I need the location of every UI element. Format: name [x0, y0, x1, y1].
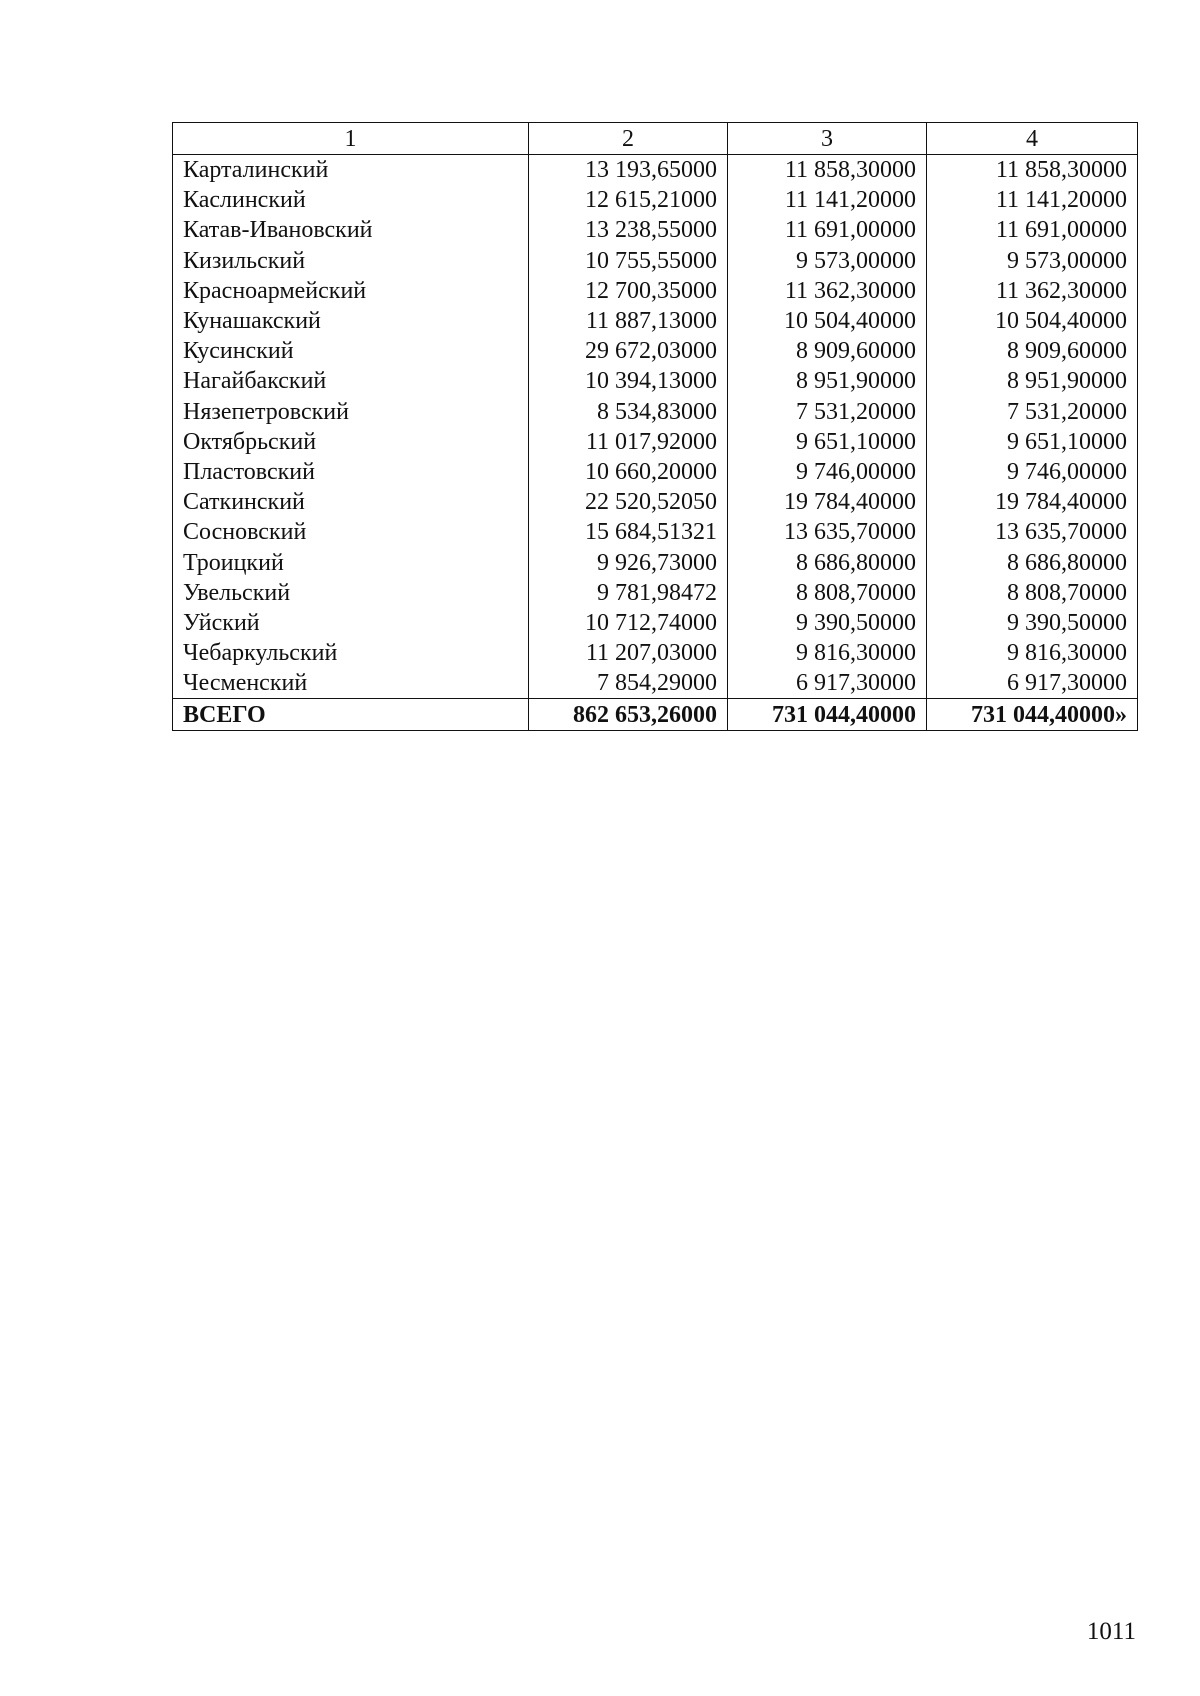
- value-col2: 13 238,55000: [529, 215, 728, 245]
- total-value-col3: 731 044,40000: [728, 699, 927, 731]
- value-col3: 11 362,30000: [728, 276, 927, 306]
- table-row: [173, 246, 1138, 276]
- column-header-1: 1: [173, 123, 529, 155]
- value-col2: 7 854,29000: [529, 668, 728, 699]
- value-col2: 13 193,65000: [529, 155, 728, 186]
- table-row: [173, 457, 1138, 487]
- value-col2: 10 755,55000: [529, 246, 728, 276]
- value-col2: 15 684,51321: [529, 517, 728, 547]
- table-row: [173, 547, 1138, 577]
- table-row: [173, 215, 1138, 245]
- value-col2: 10 712,74000: [529, 608, 728, 638]
- total-value-col2: 862 653,26000: [529, 699, 728, 731]
- table-row: [173, 608, 1138, 638]
- district-name: Кунашакский: [173, 306, 529, 336]
- table-row: [173, 427, 1138, 457]
- value-col3: 19 784,40000: [728, 487, 927, 517]
- district-name: Пластовский: [173, 457, 529, 487]
- value-col3: 6 917,30000: [728, 668, 927, 699]
- value-col4: 9 816,30000: [927, 638, 1138, 668]
- value-col2: 29 672,03000: [529, 336, 728, 366]
- value-col4: 10 504,40000: [927, 306, 1138, 336]
- total-label: ВСЕГО: [173, 699, 529, 731]
- column-header-2: 2: [529, 123, 728, 155]
- column-header-3: 3: [728, 123, 927, 155]
- value-col2: 10 394,13000: [529, 366, 728, 396]
- value-col2: 11 017,92000: [529, 427, 728, 457]
- district-name: Октябрьский: [173, 427, 529, 457]
- header-row: [173, 123, 1138, 155]
- table-row: [173, 517, 1138, 547]
- value-col2: 11 887,13000: [529, 306, 728, 336]
- value-col4: 11 141,20000: [927, 185, 1138, 215]
- value-col4: 9 573,00000: [927, 246, 1138, 276]
- column-header-4: 4: [927, 123, 1138, 155]
- value-col3: 9 746,00000: [728, 457, 927, 487]
- value-col4: 11 858,30000: [927, 155, 1138, 186]
- table-row: [173, 155, 1138, 186]
- value-col4: 9 746,00000: [927, 457, 1138, 487]
- district-name: Чесменский: [173, 668, 529, 699]
- district-name: Нагайбакский: [173, 366, 529, 396]
- value-col3: 13 635,70000: [728, 517, 927, 547]
- value-col3: 9 651,10000: [728, 427, 927, 457]
- table-footer: [173, 699, 1138, 731]
- table-row: [173, 276, 1138, 306]
- value-col4: 11 362,30000: [927, 276, 1138, 306]
- value-col3: 8 686,80000: [728, 547, 927, 577]
- value-col4: 7 531,20000: [927, 397, 1138, 427]
- value-col3: 11 858,30000: [728, 155, 927, 186]
- value-col3: 8 909,60000: [728, 336, 927, 366]
- value-col2: 22 520,52050: [529, 487, 728, 517]
- value-col4: 8 909,60000: [927, 336, 1138, 366]
- total-row: [173, 699, 1138, 731]
- table-row: [173, 487, 1138, 517]
- value-col2: 9 926,73000: [529, 547, 728, 577]
- table-row: [173, 638, 1138, 668]
- value-col3: 9 573,00000: [728, 246, 927, 276]
- district-name: Катав-Ивановский: [173, 215, 529, 245]
- table-row: [173, 336, 1138, 366]
- table-row: [173, 668, 1138, 699]
- district-name: Троицкий: [173, 547, 529, 577]
- value-col4: 9 390,50000: [927, 608, 1138, 638]
- value-col3: 11 691,00000: [728, 215, 927, 245]
- value-col3: 9 390,50000: [728, 608, 927, 638]
- value-col4: 9 651,10000: [927, 427, 1138, 457]
- district-name: Чебаркульский: [173, 638, 529, 668]
- district-name: Кусинский: [173, 336, 529, 366]
- budget-table: [172, 122, 1138, 731]
- district-name: Уйский: [173, 608, 529, 638]
- district-name: Кизильский: [173, 246, 529, 276]
- value-col3: 11 141,20000: [728, 185, 927, 215]
- district-name: Увельский: [173, 578, 529, 608]
- district-name: Сосновский: [173, 517, 529, 547]
- district-name: Каслинский: [173, 185, 529, 215]
- value-col4: 6 917,30000: [927, 668, 1138, 699]
- table-row: [173, 578, 1138, 608]
- page-number: 1011: [1086, 1618, 1136, 1645]
- value-col4: 8 686,80000: [927, 547, 1138, 577]
- value-col3: 8 951,90000: [728, 366, 927, 396]
- table-row: [173, 397, 1138, 427]
- value-col2: 12 700,35000: [529, 276, 728, 306]
- value-col3: 10 504,40000: [728, 306, 927, 336]
- value-col4: 8 951,90000: [927, 366, 1138, 396]
- district-name: Саткинский: [173, 487, 529, 517]
- district-name: Красноармейский: [173, 276, 529, 306]
- table-row: [173, 306, 1138, 336]
- total-value-col4: 731 044,40000»: [927, 699, 1138, 731]
- value-col2: 9 781,98472: [529, 578, 728, 608]
- value-col4: 11 691,00000: [927, 215, 1138, 245]
- value-col3: 9 816,30000: [728, 638, 927, 668]
- value-col2: 11 207,03000: [529, 638, 728, 668]
- table-header: [173, 123, 1138, 155]
- value-col2: 12 615,21000: [529, 185, 728, 215]
- value-col4: 13 635,70000: [927, 517, 1138, 547]
- table-row: [173, 185, 1138, 215]
- table-row: [173, 366, 1138, 396]
- value-col3: 8 808,70000: [728, 578, 927, 608]
- value-col4: 19 784,40000: [927, 487, 1138, 517]
- district-name: Нязепетровский: [173, 397, 529, 427]
- value-col2: 10 660,20000: [529, 457, 728, 487]
- table-body: [173, 155, 1138, 699]
- value-col3: 7 531,20000: [728, 397, 927, 427]
- district-name: Карталинский: [173, 155, 529, 186]
- value-col2: 8 534,83000: [529, 397, 728, 427]
- value-col4: 8 808,70000: [927, 578, 1138, 608]
